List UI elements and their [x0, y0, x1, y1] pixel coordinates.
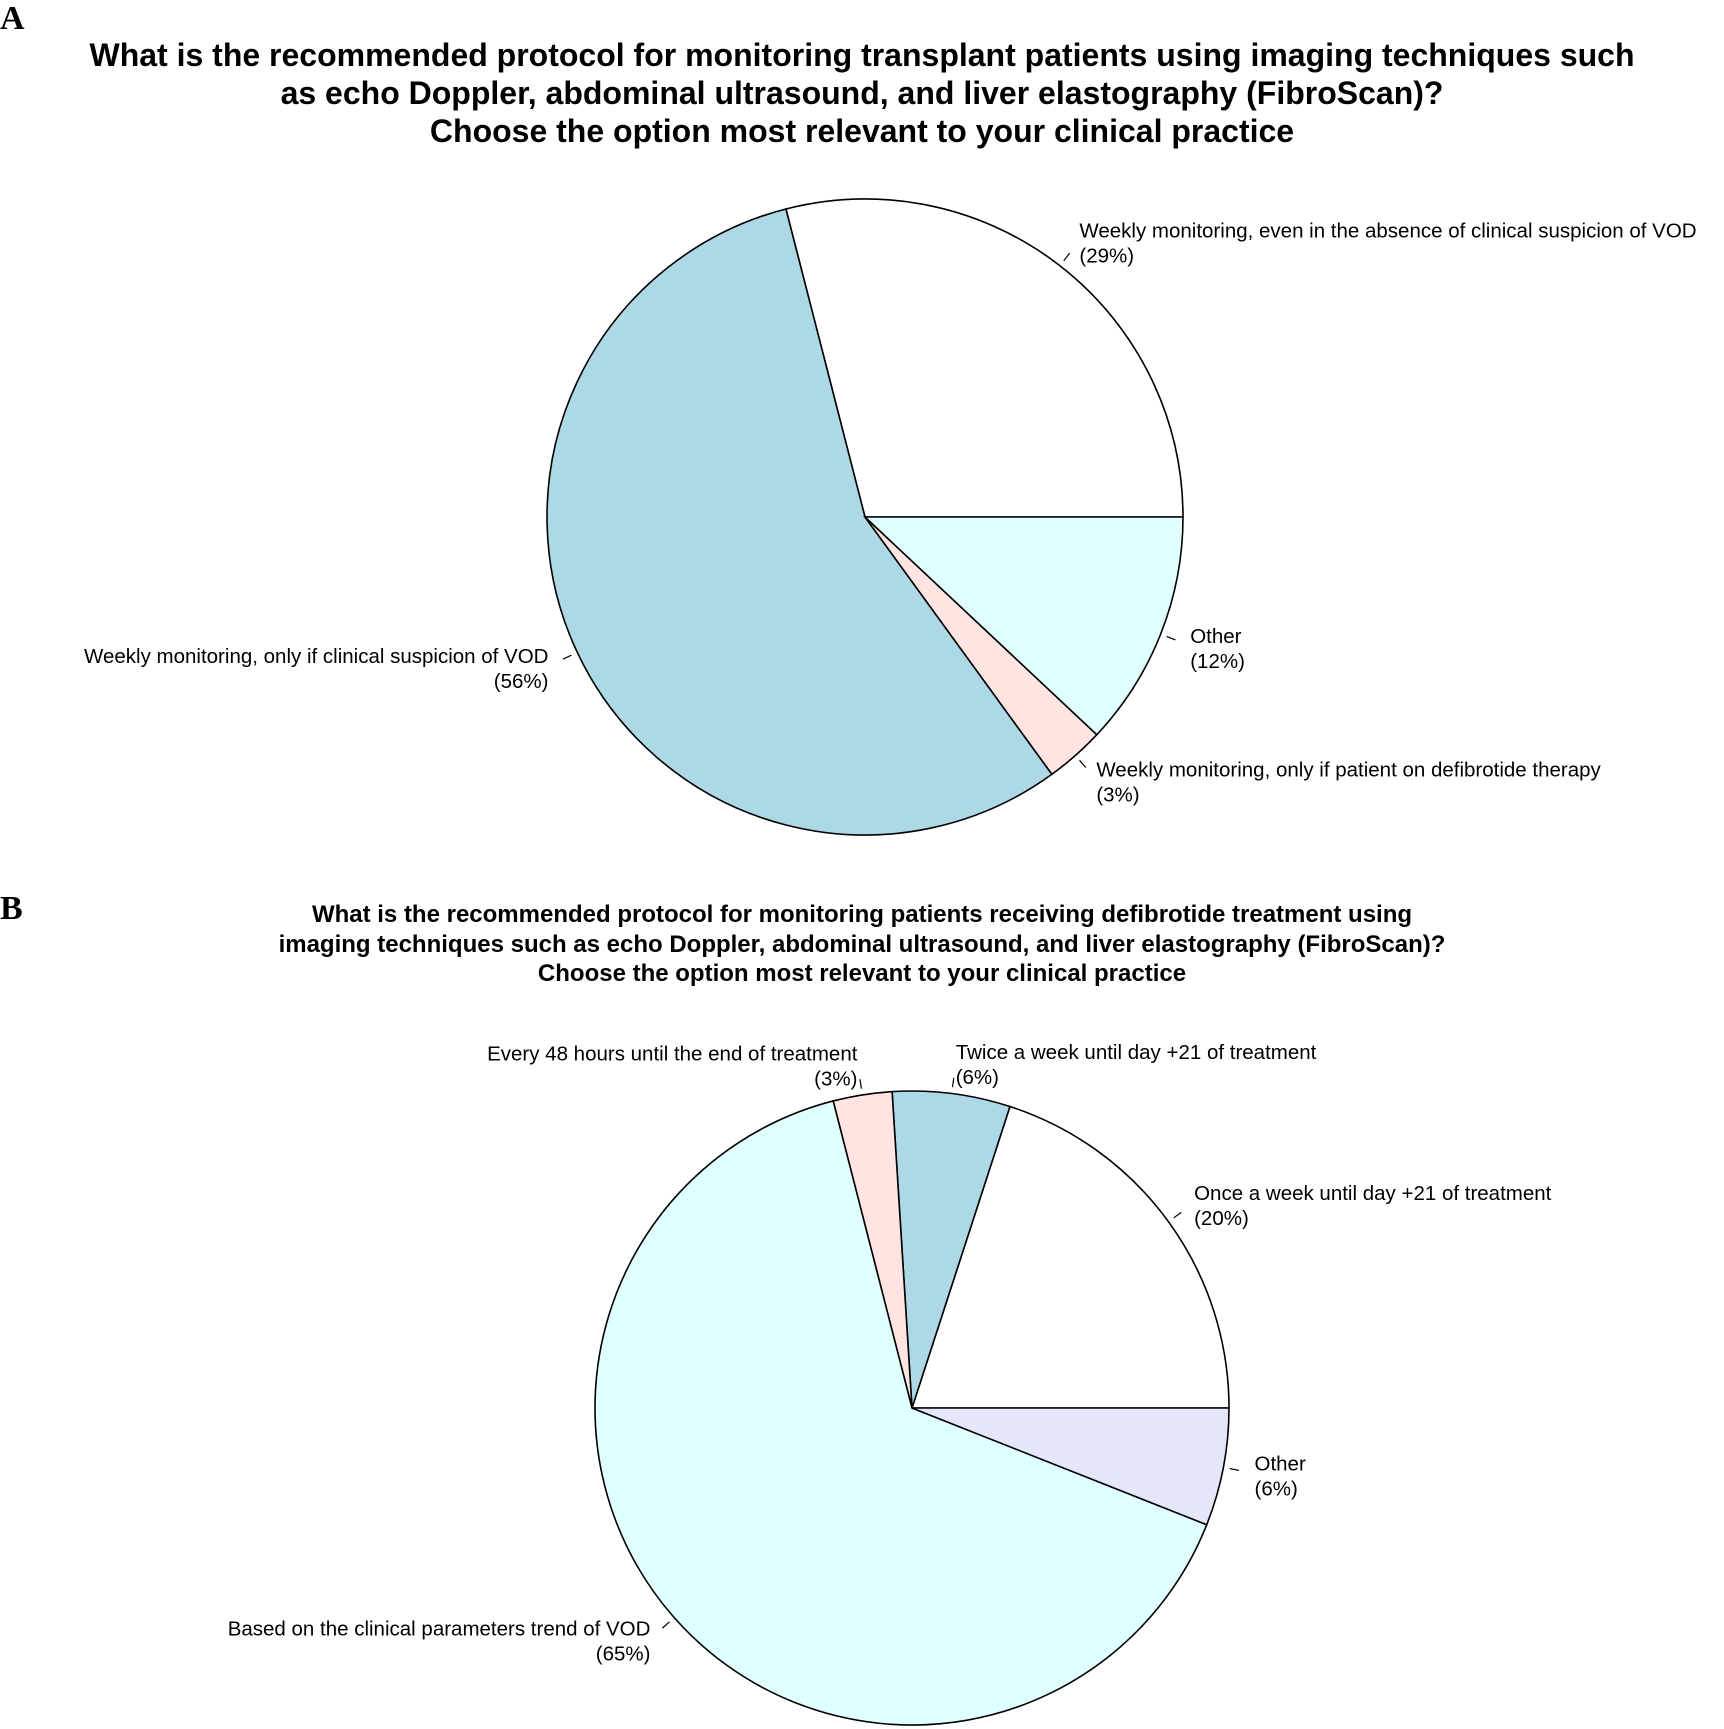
pie-b-leader-0: [1174, 1212, 1182, 1218]
pie-b-leader-3: [662, 1622, 669, 1628]
panel-a-letter: A: [0, 0, 25, 37]
pie-b-label-0: Once a week until day +21 of treatment: [1194, 1182, 1552, 1206]
pie-b-leader-1: [953, 1078, 954, 1087]
pie-b-pct-2: (3%): [814, 1067, 858, 1091]
pie-b-label-4: Other: [1254, 1452, 1306, 1476]
pie-a-label-3: Other: [1190, 624, 1242, 648]
pie-a-leader-0: [1064, 253, 1070, 261]
pie-a-label-1: Weekly monitoring, only if clinical suspicion of VOD: [84, 644, 549, 668]
pie-b-leader-4: [1230, 1469, 1239, 1471]
pie-a-label-2: Weekly monitoring, only if patient on defibrotide therapy: [1096, 758, 1601, 782]
pie-b-leader-2: [860, 1079, 861, 1088]
panel-a-title-line: Choose the option most relevant to your clinical practice: [429, 113, 1295, 149]
panel-a-title-line: What is the recommended protocol for monitoring transplant patients using imaging techniques such: [89, 37, 1635, 73]
panel-b-title-line: Choose the option most relevant to your clinical practice: [537, 960, 1187, 987]
pie-b-label-1: Twice a week until day +21 of treatment: [955, 1041, 1317, 1065]
pie-b-label-2: Every 48 hours until the end of treatment: [487, 1042, 858, 1066]
pie-a-pct-0: (29%): [1079, 244, 1135, 268]
pie-a-leader-1: [563, 655, 572, 659]
panel-b-title-line: imaging techniques such as echo Doppler, abdominal ultrasound, and liver elastography (FibroScan)?: [278, 930, 1446, 958]
pie-b-pct-1: (6%): [955, 1066, 999, 1090]
pie-chart-a: [84, 199, 1697, 835]
pie-a-pct-2: (3%): [1096, 783, 1140, 807]
pie-a-leader-2: [1080, 760, 1086, 767]
pie-b-pct-4: (6%): [1254, 1477, 1298, 1501]
pie-b-pct-0: (20%): [1194, 1207, 1249, 1231]
pie-a-label-0: Weekly monitoring, even in the absence of clinical suspicion of VOD: [1079, 219, 1697, 243]
pie-a-pct-3: (12%): [1190, 649, 1245, 673]
pie-chart-b: [228, 1041, 1552, 1725]
panel-a-title-line: as echo Doppler, abdominal ultrasound, and liver elastography (FibroScan)?: [280, 75, 1444, 111]
pie-b-label-3: Based on the clinical parameters trend of VOD: [227, 1617, 651, 1641]
panel-b-title-line: What is the recommended protocol for monitoring patients receiving defibrotide treatment using: [311, 901, 1413, 928]
panel-b-letter: B: [0, 890, 23, 927]
pie-b-pct-3: (65%): [595, 1642, 651, 1666]
pie-a-pct-1: (56%): [493, 669, 549, 693]
pie-a-leader-3: [1167, 636, 1176, 640]
